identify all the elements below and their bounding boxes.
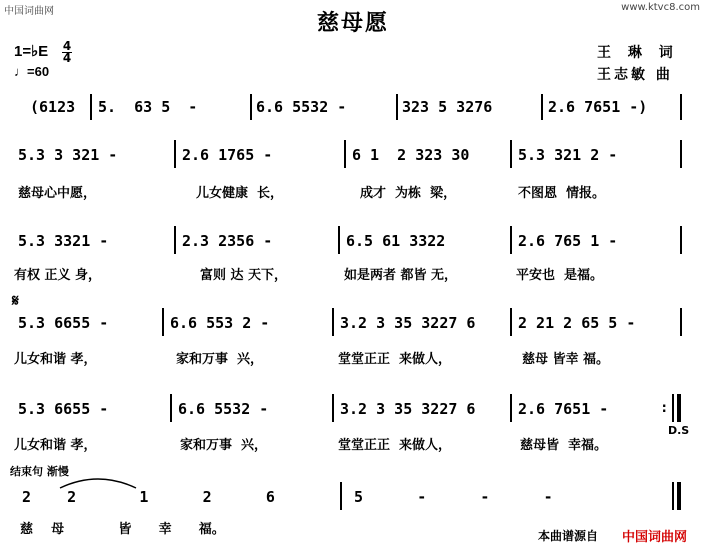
row1-measure-4: 5.3 321 2 - (518, 146, 618, 164)
intro-measure-1: (6123 (30, 98, 76, 116)
barline (396, 94, 398, 120)
row1-measure-2: 2.6 1765 - (182, 146, 273, 164)
barline (541, 94, 543, 120)
row3-measure-1: 5.3 6655 - (18, 314, 109, 332)
time-signature (62, 41, 72, 64)
time-top: 4 (62, 39, 72, 53)
row2-lyric-1: 有权 正义 身， (14, 268, 102, 283)
barline (680, 226, 682, 254)
watermark-right: www.ktvc8.com (621, 2, 700, 13)
coda-label: 结束句 渐慢 (10, 465, 69, 478)
row4-lyric-2: 家和万事 兴， (180, 438, 268, 453)
row4-measure-1: 5.3 6655 - (18, 400, 109, 418)
row1-measure-1: 5.3 3 321 - (18, 146, 118, 164)
slur-curve (60, 479, 136, 488)
row2-lyric-4: 平安也 是福。 (516, 268, 604, 283)
ds-mark: D.S (668, 424, 690, 437)
row4-lyric-4: 慈母皆 幸福。 (520, 438, 608, 453)
footer-source: 本曲谱源自 (538, 529, 599, 543)
row3-measure-2: 6.6 553 2 - (170, 314, 270, 332)
barline (680, 140, 682, 168)
tempo-mark: ♩=60 (14, 64, 50, 79)
barline (90, 94, 92, 120)
row2-lyric-2: 富则 达 天下， (200, 268, 288, 283)
row4-measure-3: 3.2 3 35 3227 6 (340, 400, 476, 418)
song-title: 慈母愿 (316, 10, 389, 36)
barline (170, 394, 172, 422)
row2-lyric-3: 如是两者 都皆 无， (344, 268, 458, 283)
barline (510, 140, 512, 168)
row2-measure-4: 2.6 765 1 - (518, 232, 618, 250)
row1-lyric-3: 成才 为栋 梁， (360, 186, 457, 201)
row1-lyric-1: 慈母心中愿， (18, 186, 97, 201)
row2-measure-3: 6.5 61 3322 (346, 232, 446, 250)
barline (174, 226, 176, 254)
intro-measure-3: 6.6 5532 - (256, 98, 347, 116)
footer-site: 中国词曲网 (622, 530, 688, 545)
row2-measure-1: 5.3 3321 - (18, 232, 109, 250)
barline (338, 226, 340, 254)
repeat-barline-thick (677, 394, 681, 422)
repeat-dots: : (660, 400, 669, 416)
barline (510, 394, 512, 422)
final-barline-thick (677, 482, 681, 510)
barline (510, 308, 512, 336)
barline (680, 308, 682, 336)
lyricist-credit: 王 琳 词 (597, 45, 679, 61)
intro-measure-4: 323 5 3276 (402, 98, 493, 116)
coda-slur (58, 470, 138, 490)
barline (174, 140, 176, 168)
row4-lyric-3: 堂堂正正 来做人， (338, 438, 452, 453)
row3-measure-3: 3.2 3 35 3227 6 (340, 314, 476, 332)
segno-sign: 𝄋 (12, 291, 19, 310)
coda-lyric: 慈 母 皆 幸 福。 (20, 522, 225, 537)
row1-lyric-4: 不图恩 情报。 (518, 186, 606, 201)
row3-lyric-1: 儿女和谐 孝， (14, 352, 97, 367)
barline (510, 226, 512, 254)
row1-measure-3: 6 1 2 323 30 (352, 146, 470, 164)
row4-measure-4: 2.6 7651 - (518, 400, 609, 418)
barline (162, 308, 164, 336)
barline (340, 482, 342, 510)
row1-lyric-2: 儿女健康 长， (196, 186, 284, 201)
row3-measure-4: 2 21 2 65 5 - (518, 314, 636, 332)
final-barline-thin (672, 482, 674, 510)
repeat-barline-thin (672, 394, 674, 422)
intro-measure-2: 5. 63 5 - (98, 98, 198, 116)
row3-lyric-3: 堂堂正正 来做人， (338, 352, 452, 367)
coda-measure-2: 5 - - - (354, 488, 553, 506)
intro-measure-5: 2.6 7651 -) (548, 98, 648, 116)
barline (680, 94, 682, 120)
barline (344, 140, 346, 168)
composer-credit: 王志敏 曲 (597, 67, 673, 83)
barline (250, 94, 252, 120)
row4-measure-2: 6.6 5532 - (178, 400, 269, 418)
row2-measure-2: 2.3 2356 - (182, 232, 273, 250)
row4-lyric-1: 儿女和谐 孝， (14, 438, 97, 453)
watermark-left: 中国词曲网 (4, 6, 54, 17)
row3-lyric-4: 慈母 皆幸 福。 (522, 352, 610, 367)
key-signature: 1=♭E (14, 43, 49, 60)
barline (332, 308, 334, 336)
row3-lyric-2: 家和万事 兴， (176, 352, 264, 367)
barline (332, 394, 334, 422)
time-bottom: 4 (62, 51, 72, 65)
coda-measure-1: 2 2 1 2 6 (22, 488, 275, 506)
